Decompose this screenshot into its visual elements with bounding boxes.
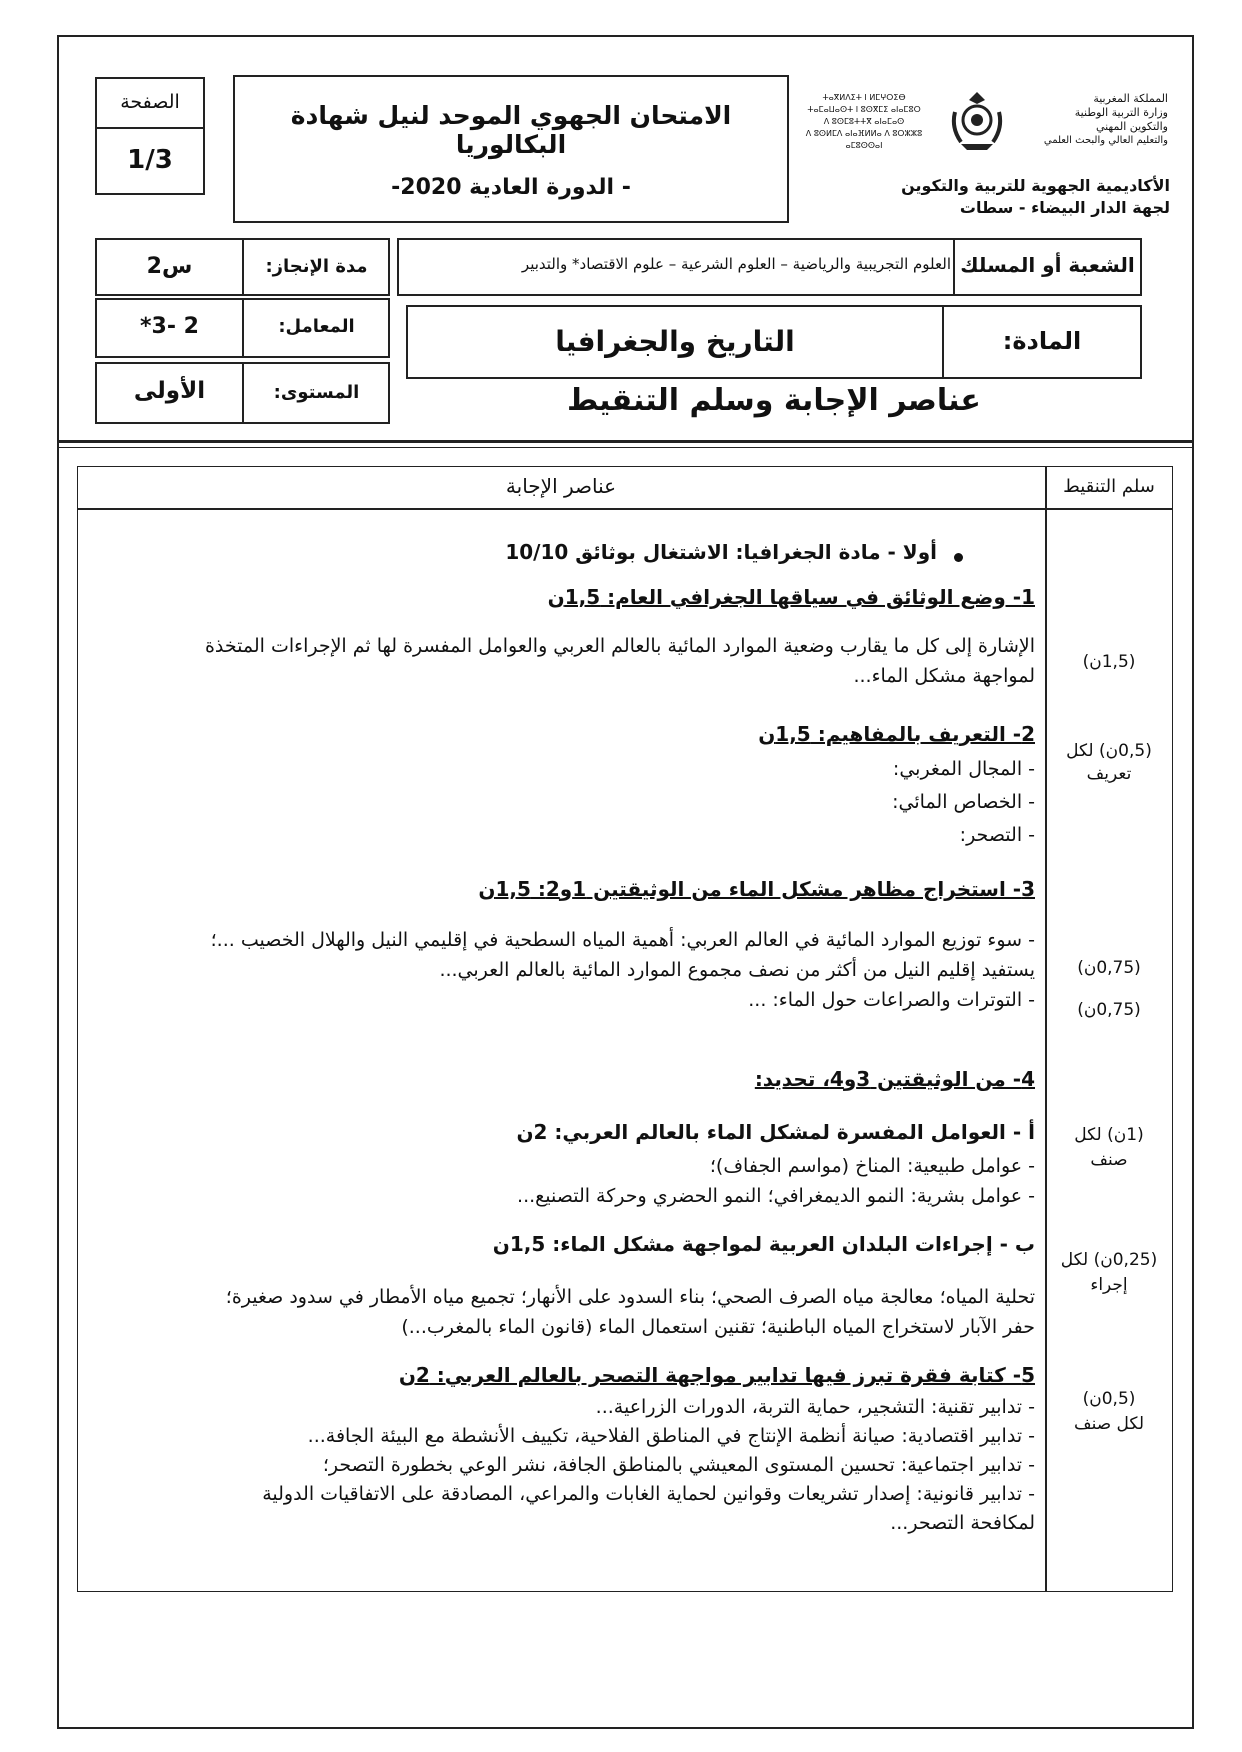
q4a-score-line1: (1ن) لكل (1074, 1125, 1144, 1145)
col-answers-header: عناصر الإجابة (505, 474, 617, 498)
exam-session: - الدورة العادية 2020- (391, 175, 631, 200)
academy-line-2: لجهة الدار البيضاء - سطات (959, 198, 1170, 217)
q4a-line-2: - عوامل بشرية: النمو الديمغرافي؛ النمو الحضري وحركة التصنيع... (517, 1185, 1035, 1207)
q3-score-2: (0,75ن) (1077, 1000, 1141, 1020)
q2-score-line1: (0,5ن) لكل (1066, 741, 1152, 761)
q4b-heading: ب - إجراءات البلدان العربية لمواجهة مشكل الماء: 1,5ن (492, 1232, 1035, 1256)
q2-item-2: - الخصاص المائي: (892, 791, 1035, 813)
q5-line-3: - تدابير اجتماعية: تحسين المستوى المعيشي بالمناطق الجافة، نشر الوعي بخطورة التصحر؛ (322, 1454, 1035, 1476)
page-number-box (95, 77, 205, 195)
academy-line-1: الأكاديمية الجهوية للتربية والتكوين (901, 176, 1170, 195)
tifinagh-block (800, 92, 928, 152)
coef-box (95, 298, 390, 358)
ministry-block (1028, 92, 1168, 148)
duration-value: 2س (146, 254, 193, 279)
col-scale-header: سلم التنقيط (1063, 476, 1155, 497)
q2-score-line2: تعريف (1086, 764, 1132, 784)
bullet-icon (954, 553, 963, 562)
level-label: المستوى: (273, 382, 360, 403)
q1-heading: 1- وضع الوثائق في سياقها الجغرافي العام: 1,5ن (547, 585, 1035, 609)
table-header-divider (77, 508, 1173, 510)
q5-line-2: - تدابير اقتصادية: صيانة أنظمة الإنتاج في المناطق الفلاحية، تكييف الأنشطة مع البيئة الجافة... (307, 1425, 1035, 1447)
header-divider (57, 440, 1192, 443)
q4b-line-2: حفر الآبار لاستخراج المياه الباطنية؛ تقنين استعمال الماء (قانون الماء بالمغرب...) (401, 1316, 1035, 1338)
q2-item-3: - التصحر: (959, 824, 1035, 846)
q4-heading: 4- من الوثيقتين 3و4، تحديد: (754, 1067, 1035, 1091)
answers-title: عناصر الإجابة وسلم التنقيط (567, 383, 981, 418)
q1-text-line1: الإشارة إلى كل ما يقارب وضعية الموارد المائية بالعالم العربي والعوامل المفسرة لها ثم الإجراءات المتخذة (204, 635, 1035, 657)
q4a-score-line2: صنف (1090, 1150, 1128, 1170)
q1-score: (1,5ن) (1082, 652, 1136, 672)
subject-label: المادة: (1002, 327, 1082, 355)
q3-score-1: (0,75ن) (1077, 958, 1141, 978)
subject-box (406, 305, 1142, 379)
q4b-line-1: تحلية المياه؛ معالجة مياه الصرف الصحي؛ بناء السدود على الأنهار؛ تجميع مياه الأمطار في سدود صغيرة؛ (225, 1286, 1035, 1308)
header-divider-thin (57, 447, 1192, 448)
level-value: الأولى (133, 378, 206, 404)
q3-line-2: يستفيد إقليم النيل من أكثر من نصف مجموع الموارد المائية بالعالم العربي... (439, 959, 1035, 981)
q5-score-line1: (0,5ن) (1082, 1389, 1136, 1409)
section-title: أولا - مادة الجغرافيا: الاشتغال بوثائق 10/10 (505, 540, 937, 564)
branch-box (397, 238, 1142, 296)
q3-heading: 3- استخراج مظاهر مشكل الماء من الوثيقتين 1و2: 1,5ن (478, 877, 1035, 901)
duration-label: مدة الإنجاز: (265, 256, 368, 277)
ministry-line-2: وزارة التربية الوطنية (1074, 106, 1168, 119)
tifinagh-line-2: ⵜⴰⵎⴰⵡⴰⵙⵜ ⵏ ⵓⵙⴳⵎⵉ ⴰⵏⴰⵎⵓⵔ (807, 105, 921, 114)
tifinagh-line-4: ⴷ ⵓⵙⵍⵎⴷ ⴰⵏⴰⴼⵍⵍⴰ ⴷ ⵓⵔⵣⵣⵓ ⴰⵎⵓⵙⵙⴰⵏ (805, 129, 923, 150)
q5-heading: 5- كتابة فقرة تبرز فيها تدابير مواجهة التصحر بالعالم العربي: 2ن (398, 1363, 1035, 1387)
q2-heading: 2- التعريف بالمفاهيم: 1,5ن (758, 722, 1035, 746)
q4b-score-line1: (0,25ن) لكل (1060, 1250, 1158, 1270)
level-box (95, 362, 390, 424)
duration-box (95, 238, 390, 296)
q2-item-1: - المجال المغربي: (892, 758, 1035, 780)
q5-line-5: لمكافحة التصحر... (890, 1512, 1035, 1534)
ministry-line-1: المملكة المغربية (1093, 92, 1168, 105)
tifinagh-line-1: ⵜⴰⴳⵍⴷⵉⵜ ⵏ ⵍⵎⵖⵔⵉⴱ (822, 93, 906, 102)
q1-text-line2: لمواجهة مشكل الماء... (853, 665, 1035, 687)
table-column-divider (1045, 466, 1047, 1592)
q4a-line-1: - عوامل طبيعية: المناخ (مواسم الجفاف)؛ (709, 1155, 1035, 1177)
subject-value: التاريخ والجغرافيا (555, 325, 795, 358)
coef-value: *3- 2 (140, 314, 199, 339)
q4a-heading: أ - العوامل المفسرة لمشكل الماء بالعالم العربي: 2ن (516, 1120, 1035, 1144)
ministry-line-3: والتكوين المهني (1095, 120, 1168, 133)
q5-line-1: - تدابير تقنية: التشجير، حماية التربة، الدورات الزراعية... (595, 1396, 1035, 1418)
page-number: 1/3 (127, 145, 173, 175)
exam-title: الامتحان الجهوي الموحد لنيل شهادة البكالوريا (290, 101, 732, 159)
ministry-line-4: والتعليم العالي والبحث العلمي (1043, 135, 1168, 146)
page-label: الصفحة (120, 91, 180, 113)
q5-line-4: - تدابير قانونية: إصدار تشريعات وقوانين لحماية الغابات والمراعي، المصادقة على الاتفاقيات الدولية (262, 1483, 1035, 1505)
exam-title-box (233, 75, 789, 223)
academy-block (848, 175, 1170, 219)
q5-score-line2: لكل صنف (1073, 1414, 1144, 1434)
tifinagh-line-3: ⴷ ⵓⵙⵎⵓⵜⵜⴳ ⴰⵏⴰⵎⴰⵙ (823, 117, 905, 126)
branch-value: العلوم التجريبية والرياضية – العلوم الشرعية – علوم الاقتصاد* والتدبير (521, 255, 951, 273)
q4b-score-line2: إجراء (1090, 1275, 1128, 1295)
q3-line-3: - التوترات والصراعات حول الماء: ... (748, 989, 1035, 1011)
coef-label: المعامل: (278, 316, 355, 337)
branch-label: الشعبة أو المسلك (960, 253, 1135, 277)
coat-of-arms-icon (947, 88, 1007, 154)
q3-line-1: - سوء توزيع الموارد المائية في العالم العربي: أهمية المياه السطحية في إقليمي النيل والهلال الخصيب ...؛ (210, 929, 1035, 951)
